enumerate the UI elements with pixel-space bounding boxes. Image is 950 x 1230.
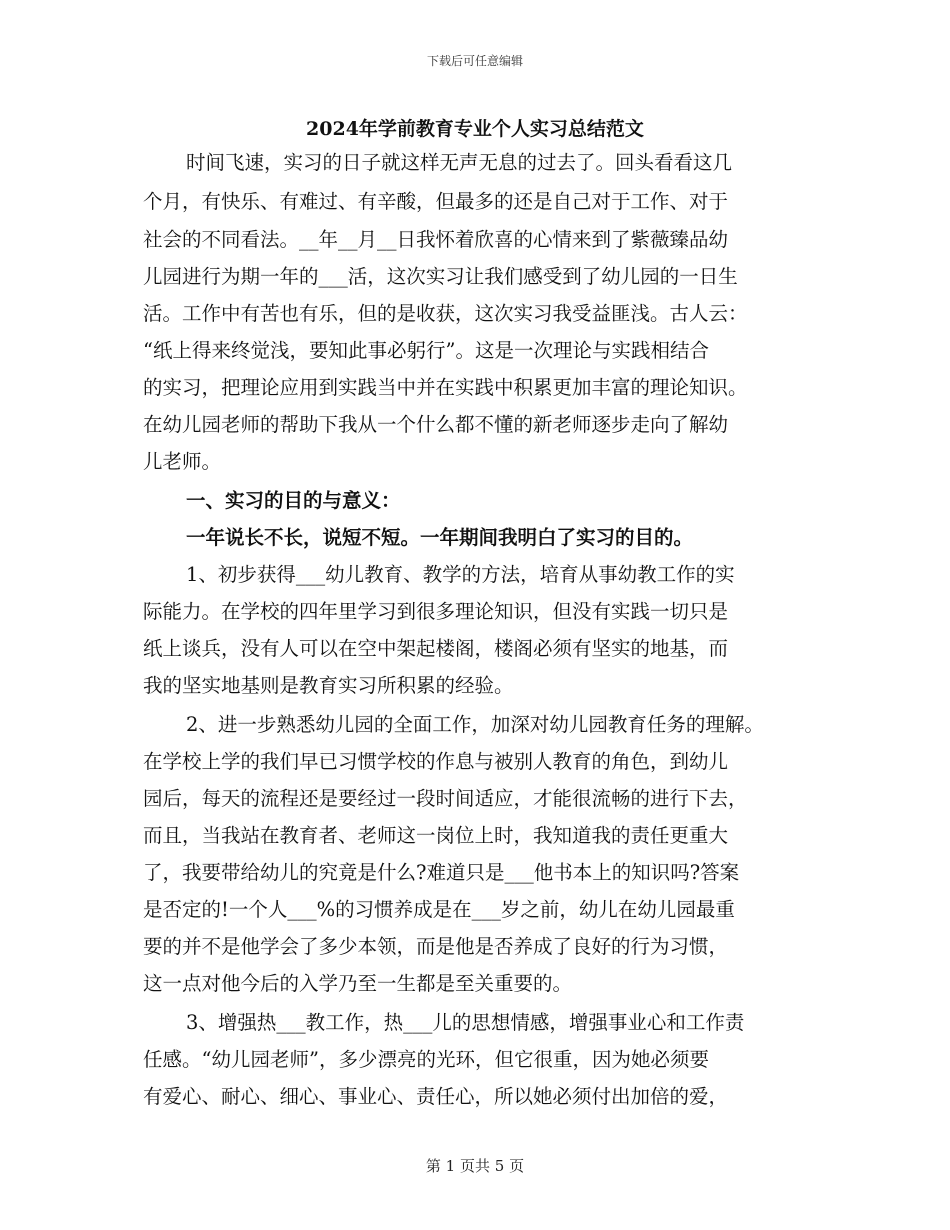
- page-number: 第 1 页共 5 页: [425, 1157, 525, 1175]
- body-line: 活。工作中有苦也有乐，但的是收获，这次实习我受益匪浅。古人云：: [143, 302, 748, 325]
- document-title: 2024年学前教育专业个人实习总结范文: [306, 118, 644, 140]
- body-line: 要的并不是他学会了多少本领，而是他是否养成了良好的行为习惯，: [143, 935, 729, 958]
- body-line: 个月，有快乐、有难过、有辛酸，但最多的还是自己对于工作、对于: [143, 190, 729, 213]
- body-line: 任感。“幼儿园老师”，多少漂亮的光环，但它很重，因为她必须要: [143, 1048, 709, 1071]
- body-line: “纸上得来终觉浅，要知此事必躬行”。这是一次理论与实践相结合: [143, 339, 709, 362]
- body-line: 儿老师。: [143, 450, 222, 473]
- body-line: 纸上谈兵，没有人可以在空中架起楼阁，楼阁必须有坚实的地基，而: [143, 637, 729, 660]
- body-line: 社会的不同看法。__年__月__日我怀着欣喜的心情来到了紫薇臻品幼: [143, 228, 729, 251]
- body-line: 是否定的!一个人___%的习惯养成是在___岁之前，幼儿在幼儿园最重: [143, 898, 735, 921]
- body-line: 的实习，把理论应用到实践当中并在实践中积累更加丰富的理论知识。: [143, 376, 748, 399]
- body-line: 际能力。在学校的四年里学习到很多理论知识，但没有实践一切只是: [143, 600, 729, 623]
- body-line: 3、增强热___教工作，热___儿的思想情感，增强事业心和工作责: [186, 1011, 745, 1034]
- body-line: 有爱心、耐心、细心、事业心、责任心，所以她必须付出加倍的爱，: [143, 1085, 729, 1108]
- body-line: 了，我要带给幼儿的究竟是什么?难道只是___他书本上的知识吗?答案: [143, 861, 740, 884]
- body-line: 在幼儿园老师的帮助下我从一个什么都不懂的新老师逐步走向了解幼: [143, 413, 729, 436]
- body-line: 这一点对他今后的入学乃至一生都是至关重要的。: [143, 972, 573, 995]
- body-line: 在学校上学的我们早已习惯学校的作息与被别人教育的角色，到幼儿: [143, 750, 729, 773]
- body-line: 我的坚实地基则是教育实习所积累的经验。: [143, 674, 514, 697]
- section-subheading: 一年说长不长，说短不短。一年期间我明白了实习的目的。: [186, 526, 694, 549]
- body-line: 时间飞速，实习的日子就这样无声无息的过去了。回头看看这几: [186, 151, 733, 174]
- body-line: 2、进一步熟悉幼儿园的全面工作，加深对幼儿园教育任务的理解。: [186, 713, 764, 736]
- body-line: 1、初步获得___幼儿教育、教学的方法，培育从事幼教工作的实: [186, 563, 735, 586]
- page-header-note: 下载后可任意编辑: [426, 54, 523, 68]
- body-line: 儿园进行为期一年的___活，这次实习让我们感受到了幼儿园的一日生: [143, 265, 738, 288]
- body-line: 园后，每天的流程还是要经过一段时间适应，才能很流畅的进行下去，: [143, 787, 748, 810]
- body-line: 而且，当我站在教育者、老师这一岗位上时，我知道我的责任更重大: [143, 824, 729, 847]
- section-heading: 一、实习的目的与意义：: [186, 489, 401, 512]
